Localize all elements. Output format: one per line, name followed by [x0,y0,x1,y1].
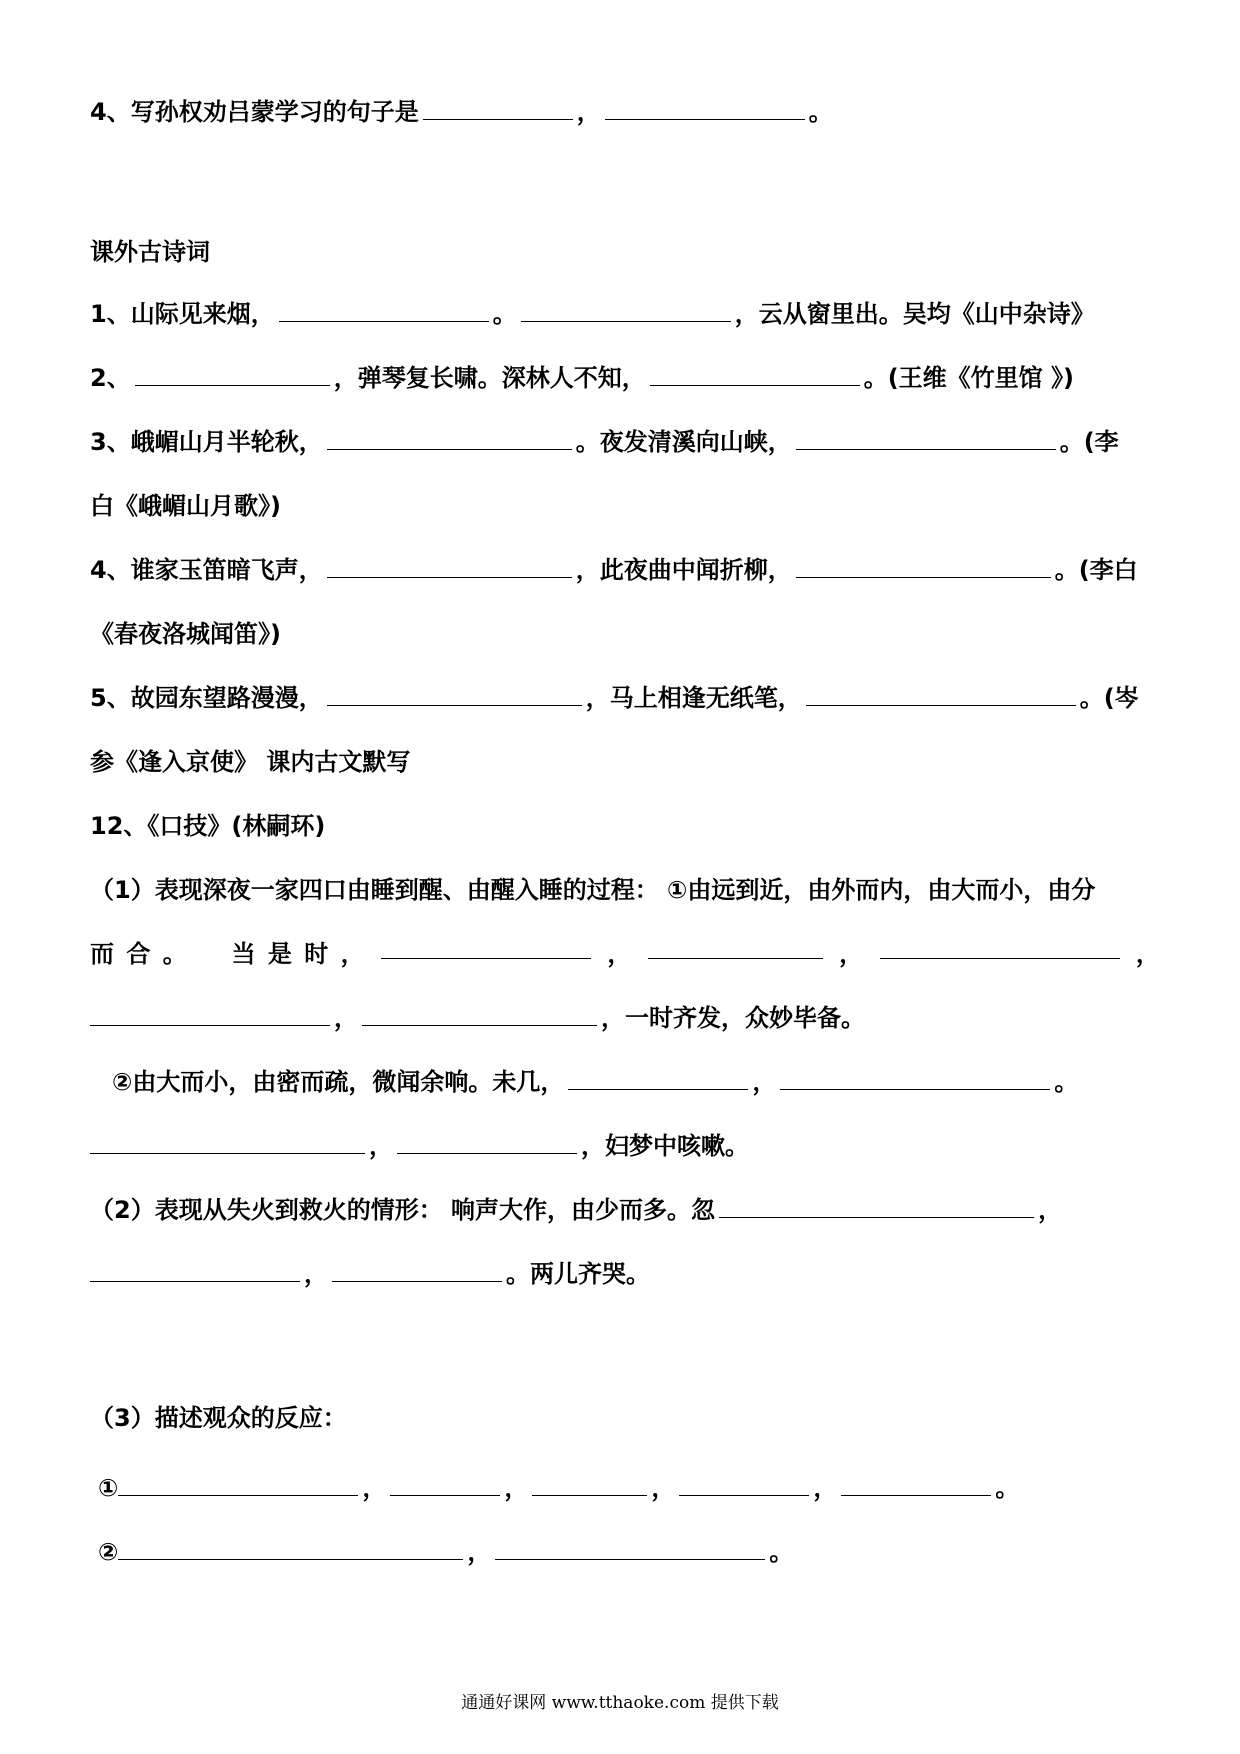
blank[interactable] [719,1195,1034,1218]
blank[interactable] [650,363,860,386]
poem-text: ，云从窗里出。吴均《山中杂诗》 [734,300,1095,328]
kouji-text: ， [651,1474,676,1502]
kouji-text: ， [504,1474,529,1502]
blank[interactable] [397,1131,577,1154]
blank[interactable] [118,1473,358,1496]
blank[interactable] [568,1067,748,1090]
blank[interactable] [495,1537,765,1560]
blank[interactable] [327,427,572,450]
kouji-part1-intro: （1）表现深夜一家四口由睡到醒、由醒入睡的过程： ①由远到近，由外而内，由大而小，由分 [90,876,1096,904]
page-footer: 通通好课网 www.tthaoke.com 提供下载 [461,1693,779,1713]
poem-text: 。(李白 [1054,556,1138,584]
kouji-text: 。 [1054,1068,1079,1096]
kouji-text: ②由大而小，由密而疏，微闻余响。未几， [112,1068,565,1096]
blank[interactable] [327,683,582,706]
blank[interactable] [423,97,573,120]
kouji-text: 而 [90,940,114,968]
blank[interactable] [332,1259,502,1282]
poem-text: 。(王维《竹里馆 》) [863,364,1074,392]
kouji-text: 合 [126,940,151,968]
kouji-part3-line2 [98,1534,1160,1570]
poem-text: 。 [492,300,517,328]
poem-text: ，马上相逢无纸笔， [585,684,802,712]
kouji-text: 。 [769,1538,794,1566]
blank[interactable] [90,1259,300,1282]
kouji-text: 时 [304,940,329,968]
poem-text: ，此夜曲中闻折柳， [575,556,792,584]
blank[interactable] [390,1473,500,1496]
kouji-text: ，妇梦中咳嗽。 [581,1132,749,1160]
blank[interactable] [327,555,572,578]
blank[interactable] [532,1473,647,1496]
poem-4 [90,552,1160,588]
kouji-part1-line2 [90,936,1160,972]
kouji-text: （2）表现从失火到救火的情形： 响声大作，由少而多。忽 [90,1196,716,1224]
poem-text: 4、谁家玉笛暗飞声， [90,556,323,584]
kouji-text: 。 [995,1474,1020,1502]
poem-3-source: 白《峨嵋山月歌》) [90,492,281,520]
blank[interactable] [135,363,330,386]
question-4-sun-quan [90,94,1160,130]
kouji-text: ① [98,1474,119,1502]
poem-4-source: 《春夜洛城闻笛》) [90,620,281,648]
kouji-text: 。两儿齐哭。 [506,1260,650,1288]
kouji-text: ， [304,1260,328,1288]
blank[interactable] [679,1473,809,1496]
kouji-part2 [90,1192,1160,1228]
poem-5 [90,680,1160,716]
blank[interactable] [521,299,731,322]
kouji-text: ② [98,1538,119,1566]
kouji-text: ， [752,1068,777,1096]
kouji-text: 当 [231,940,256,968]
poem-1 [90,296,1160,332]
blank[interactable] [362,1003,597,1026]
poem-text: 2、 [90,364,131,392]
kouji-part3-heading: （3）描述观众的反应： [90,1404,347,1432]
poem-2 [90,360,1160,396]
poem-text: 1、山际见来烟， [90,300,275,328]
blank[interactable] [796,555,1051,578]
poem-text: 。夜发清溪向山峡， [575,428,792,456]
q4-text: 4、写孙权劝吕蒙学习的句子是 [90,98,419,126]
kouji-heading: 12、《口技》(林嗣环) [90,812,326,840]
blank[interactable] [780,1067,1050,1090]
kouji-part2-line2 [90,1256,1160,1292]
kouji-text: ， [813,1474,838,1502]
blank[interactable] [880,936,1120,959]
kouji-text: ， [340,940,365,968]
blank[interactable] [841,1473,991,1496]
blank[interactable] [806,683,1076,706]
blank[interactable] [796,427,1056,450]
kouji-text: 。 [162,940,187,968]
kouji-part1-line5 [90,1128,1160,1164]
kouji-part1-line3 [90,1000,1160,1036]
blank[interactable] [381,936,591,959]
kouji-text: ， [1135,940,1160,968]
poem-5-source: 参《逢入京使》 课内古文默写 [90,748,411,776]
blank[interactable] [90,1003,330,1026]
kouji-text: ， [362,1474,387,1502]
kouji-text: ， [839,940,864,968]
poem-text: 。(李 [1059,428,1119,456]
kouji-text: ， [369,1132,393,1160]
poem-text: 5、故园东望路漫漫， [90,684,323,712]
kouji-part1-line4 [112,1064,1160,1100]
blank[interactable] [90,1131,365,1154]
poem-text: 。(岑 [1079,684,1139,712]
kouji-text: ， [1038,1196,1063,1224]
kouji-text: ， [607,940,632,968]
kouji-text: ， [467,1538,492,1566]
kouji-text: ，一时齐发，众妙毕备。 [601,1004,865,1032]
blank[interactable] [118,1537,463,1560]
poem-3 [90,424,1160,460]
kouji-text: ， [334,1004,358,1032]
blank[interactable] [605,97,805,120]
punct: 。 [808,98,833,126]
blank[interactable] [648,936,823,959]
blank[interactable] [279,299,489,322]
poem-text: ，弹琴复长啸。深林人不知， [333,364,646,392]
kouji-part3-line1 [98,1470,1160,1506]
poem-text: 3、峨嵋山月半轮秋， [90,428,323,456]
kouji-text: 是 [267,940,292,968]
section-heading-poems: 课外古诗词 [90,238,210,266]
punct: ， [576,98,601,126]
